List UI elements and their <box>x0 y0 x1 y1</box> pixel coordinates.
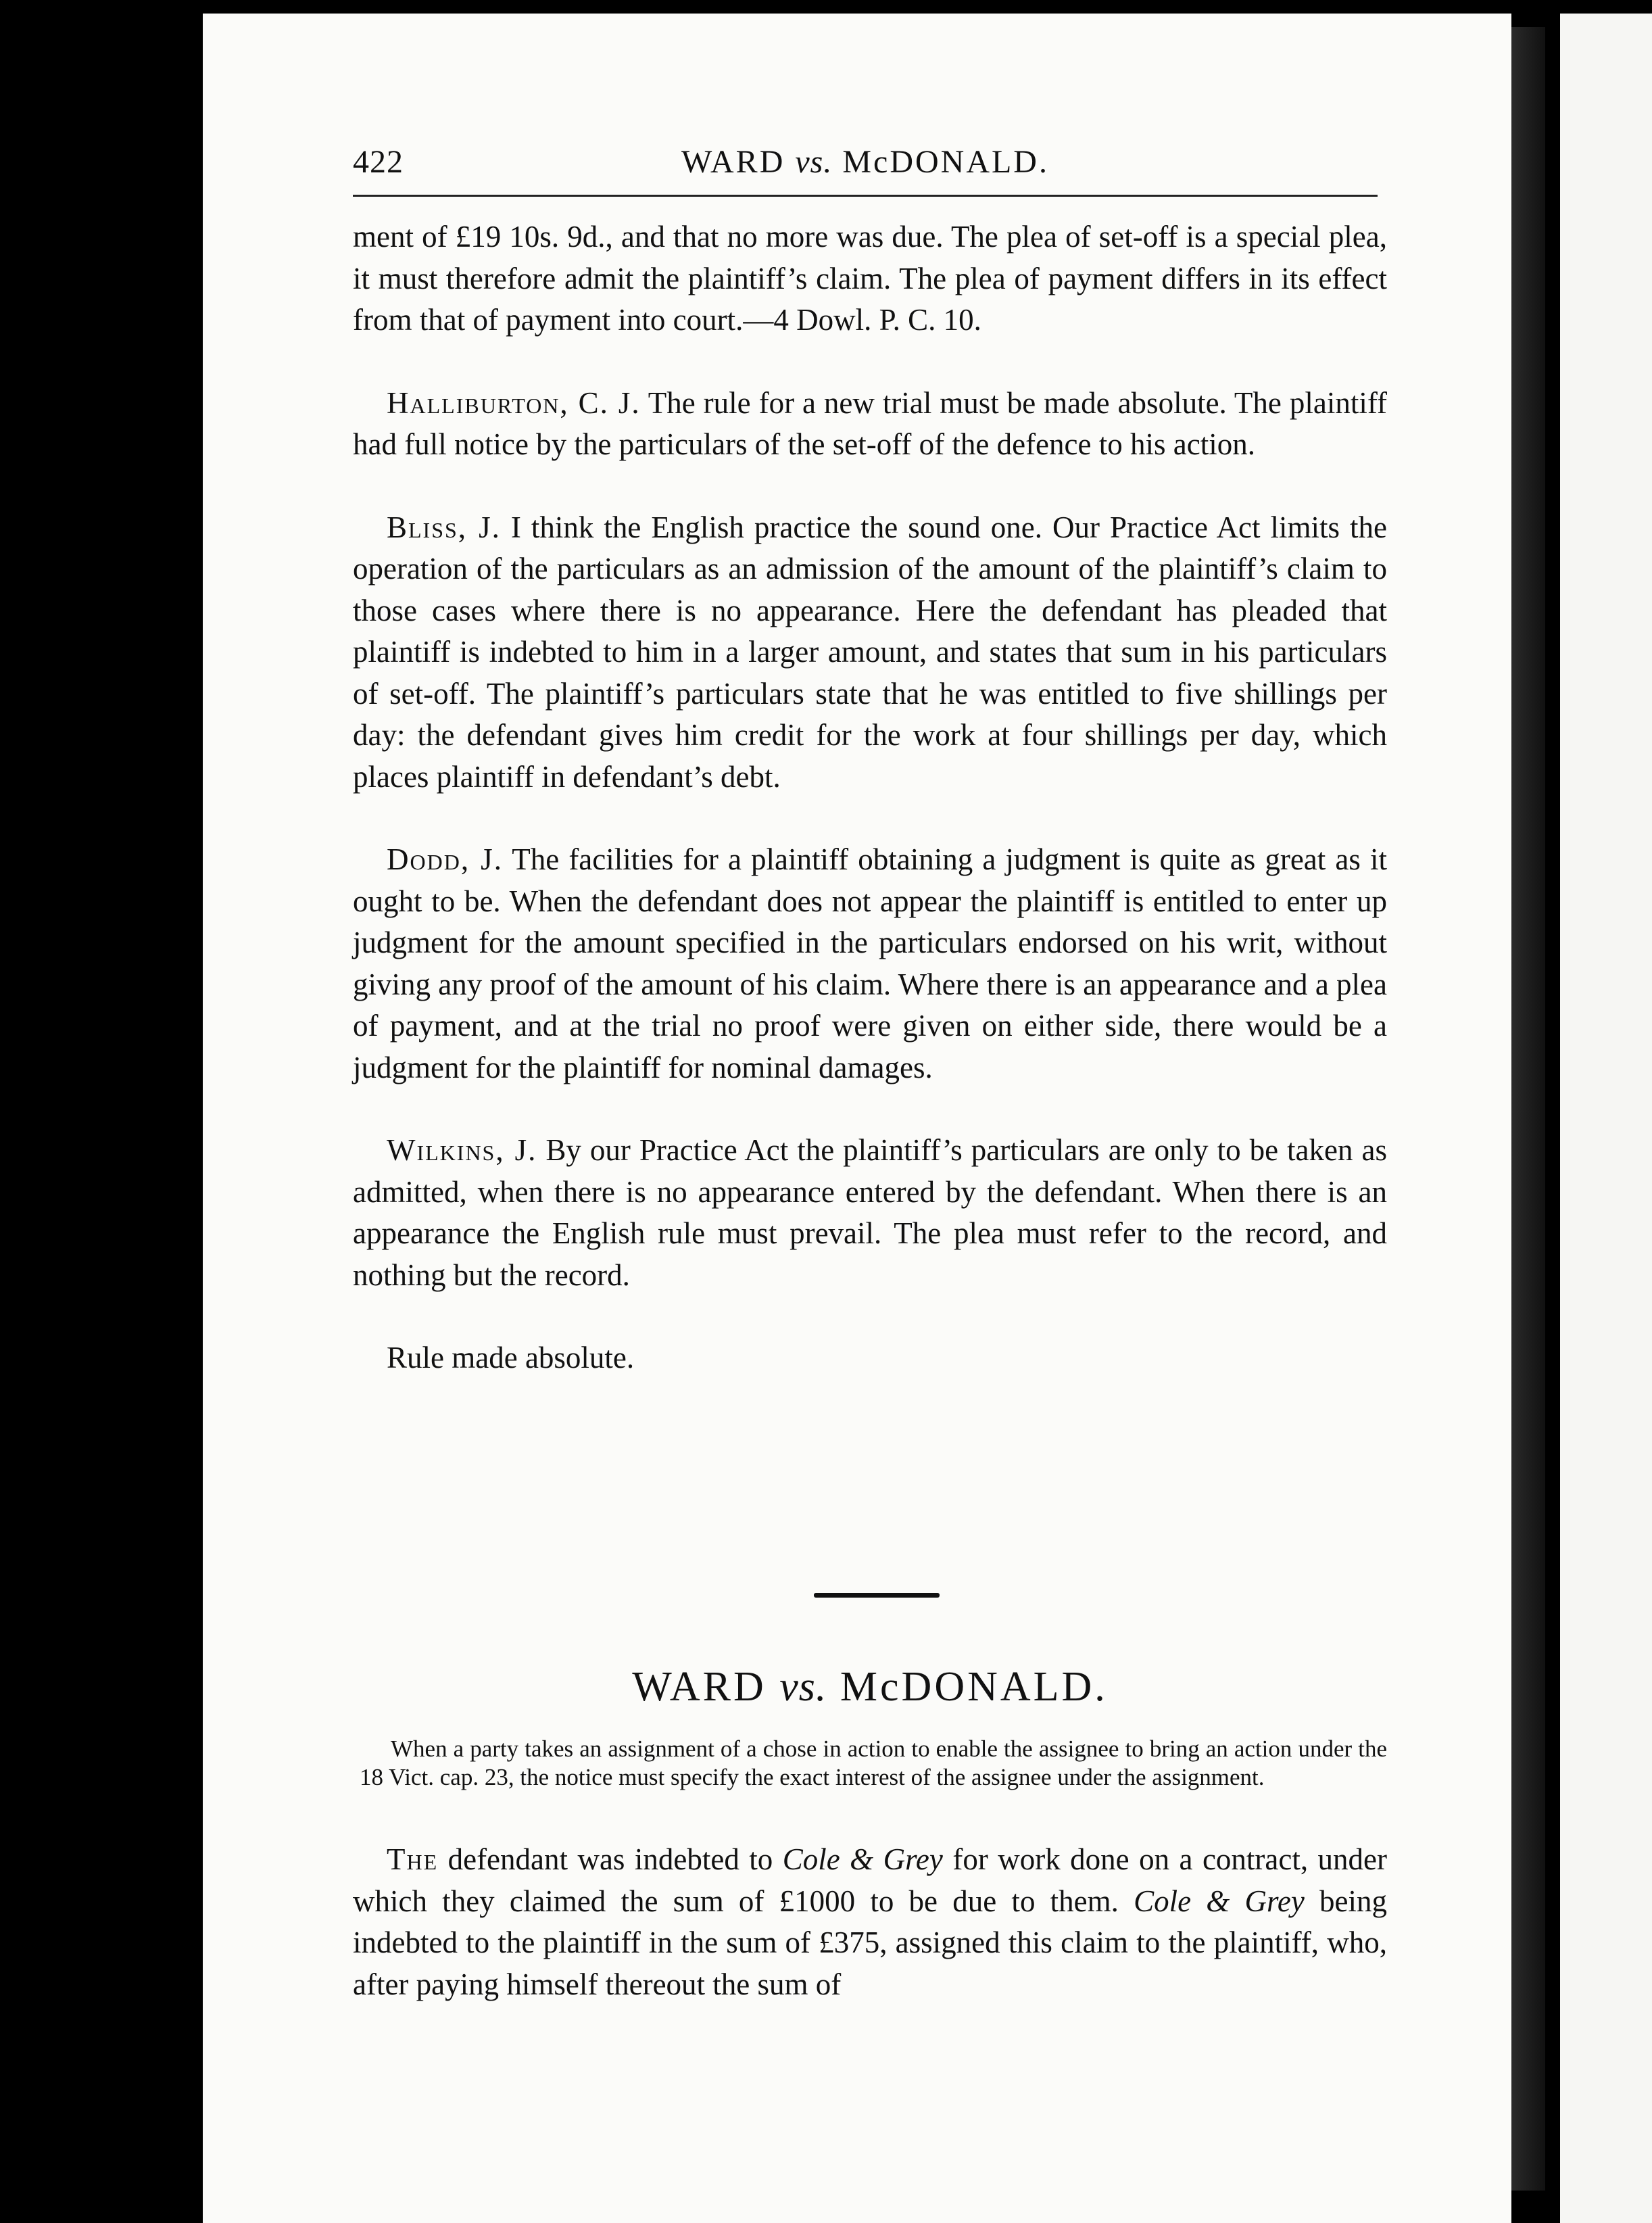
judge-name: Wilkins, J. <box>387 1133 537 1167</box>
paragraph-dodd: Dodd, J. The facilities for a plaintiff obtaining a judgment is quite as great as it ought to be. When the defendant does not appear the plaintiff is entitled to enter up judgment for the amount specified in the particulars endorsed on his writ, without giving any proof of the amount of his claim. Where there is an appearance and a plea of payment, and at the trial no proof were given on either side, there would be a judgment for the plaintiff for nominal damages. <box>353 842 1387 1084</box>
section-separator <box>814 1593 940 1598</box>
case-title: WARD vs. McDONALD. <box>632 1664 1108 1710</box>
judge-name: Halliburton, C. J. <box>387 385 641 420</box>
running-title: WARD vs. McDONALD. <box>681 144 1049 180</box>
headnote: When a party takes an assignment of a chose in action to enable the assignee to bring an action under the 18 Vict. cap. 23, the notice must specify the exact interest of the assignee under the assignment. <box>360 1736 1387 1790</box>
judge-name: Dodd, J. <box>387 842 503 876</box>
page-number: 422 <box>353 144 404 180</box>
paragraph-continued: ment of £19 10s. 9d., and that no more was due. The plea of set-off is a special plea, it must therefore admit the plaintiff’s claim. The plea of payment differs in its effect from that of payment into court.—4 Dowl. P. C. 10. <box>353 220 1387 337</box>
facing-page-edge <box>1545 14 1652 2223</box>
running-header <box>353 143 1378 197</box>
ruling: Rule made absolute. <box>387 1341 635 1375</box>
gutter-shadow <box>1511 27 1545 2191</box>
paragraph-bliss: Bliss, J. I think the English practice the sound one. Our Practice Act limits the operation of the particulars as an admission of the amount of the plaintiff’s claim to those cases where there is no appearance. Here the defendant has pleaded that plaintiff is indebted to him in a larger amount, and states that sum in his particulars of set-off. The plaintiff’s particulars state that he was entitled to five shillings per day: the defendant gives him credit for the work at four shillings per day, which places plaintiff in defendant’s debt. <box>353 510 1387 794</box>
case-statement: The defendant was indebted to Cole & Grey for work done on a contract, under which they claimed the sum of £1000 to be due to them. Cole & Grey being indebted to the plaintiff in the sum of £375, assigned this claim to the plaintiff, who, after paying himself thereout the sum of <box>353 1842 1388 2001</box>
paragraph-wilkins: Wilkins, J. By our Practice Act the plaintiff’s particulars are only to be taken as admitted, when there is no appearance entered by the defendant. When there is an appearance the English rule must prevail. The plea must refer to the record, and nothing but the record. <box>353 1133 1387 1292</box>
header-rule <box>353 195 1378 197</box>
paragraph-halliburton: Halliburton, C. J. The rule for a new trial must be made absolute. The plaintiff had full notice by the particulars of the set-off of the defence to his action. <box>353 385 1387 461</box>
judge-name: Bliss, J. <box>387 510 501 544</box>
scan-left-margin <box>0 0 203 2223</box>
opinion-text <box>353 216 1387 1420</box>
facing-page-gutter <box>1545 14 1560 2223</box>
